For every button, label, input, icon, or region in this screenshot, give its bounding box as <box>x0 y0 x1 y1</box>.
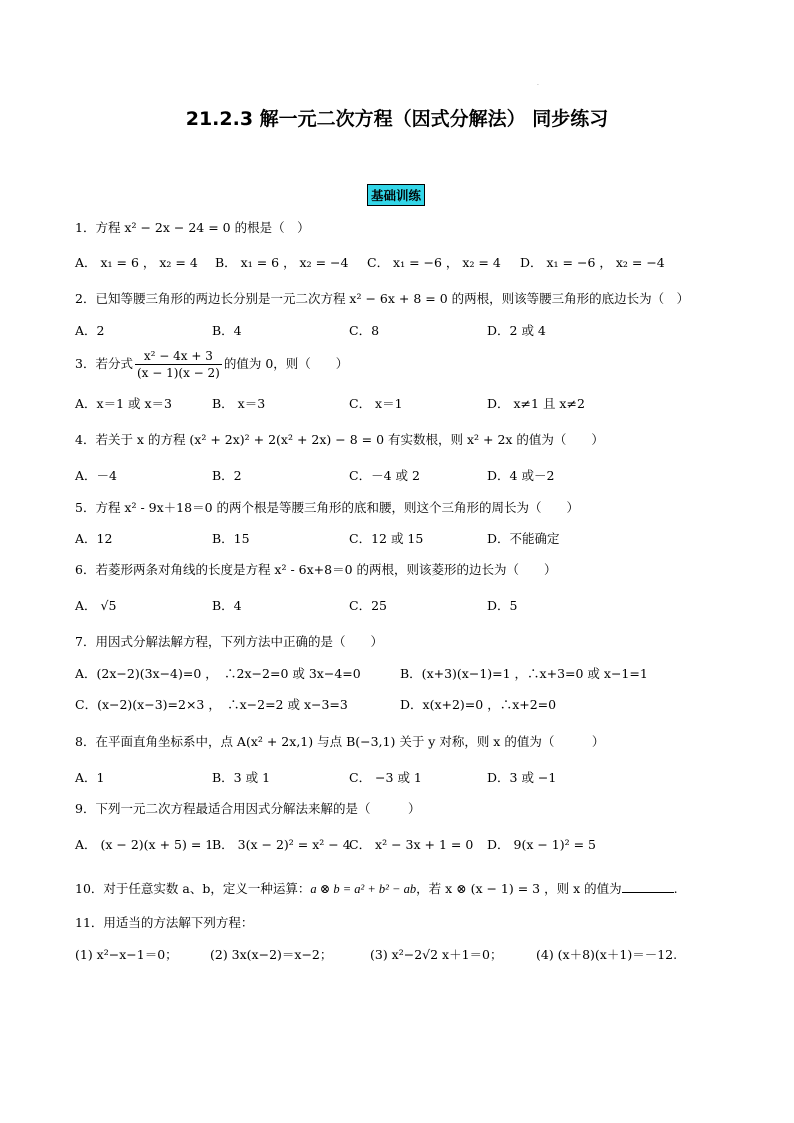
q4-option-a: A．－4 <box>75 468 117 483</box>
q10-stem-end: . <box>673 881 678 896</box>
q5-option-a: A．12 <box>75 531 113 546</box>
q4-stem: 4．若关于 x 的方程 (x² + 2x)² + 2(x² + 2x) − 8 = 0 有实数根，则 x² + 2x 的值为（ ） <box>75 432 604 447</box>
section-label: 基础训练 <box>367 184 425 206</box>
q9-option-d: D． 9(x − 1)² = 5 <box>487 837 597 852</box>
q3-denominator: (x − 1)(x − 2) <box>136 366 220 380</box>
q6-option-c: C．25 <box>349 598 387 613</box>
q6-stem: 6．若菱形两条对角线的长度是方程 x² - 6x+8＝0 的两根，则该菱形的边长为（ ） <box>75 562 557 577</box>
q2-option-b: B．4 <box>212 323 242 338</box>
q9-option-a: A． (x − 2)(x + 5) = 1 <box>75 837 214 852</box>
q8-option-d: D．3 或 −1 <box>487 770 557 785</box>
q3-option-c: C． x＝1 <box>349 396 403 411</box>
q5-option-b: B．15 <box>212 531 250 546</box>
q10-stem-pre: 10．对于任意实数 a、b，定义一种运算： <box>75 881 311 896</box>
q3-numerator: x² − 4x + 3 <box>135 348 222 365</box>
q11-part-1: (1) x²−x−1＝0； <box>75 947 178 962</box>
q4-option-d: D．4 或－2 <box>487 468 555 483</box>
q7-stem: 7．用因式分解法解方程，下列方法中正确的是（ ） <box>75 634 383 649</box>
q1-option-c: C． x₁ = −6 ， x₂ = 4 <box>367 255 501 270</box>
q7-option-b: B．(x+3)(x−1)=1 ，∴x+3=0 或 x−1=1 <box>400 666 648 681</box>
q9-option-b: B． 3(x − 2)² = x² − 4 <box>212 837 351 852</box>
q1-option-a: A． x₁ = 6 ， x₂ = 4 <box>75 255 198 270</box>
q3-option-a: A．x＝1 或 x＝3 <box>75 396 172 411</box>
q2-option-d: D．2 或 4 <box>487 323 546 338</box>
q10-stem <box>75 880 678 897</box>
q9-stem: 9．下列一元二次方程最适合用因式分解法来解的是（ ） <box>75 801 421 816</box>
q3-fraction <box>135 348 222 381</box>
page-mark: · <box>537 82 539 89</box>
q7-option-c: C．(x−2)(x−3)=2×3 ， ∴x−2=2 或 x−3=3 <box>75 697 348 712</box>
q8-option-b: B．3 或 1 <box>212 770 271 785</box>
q3-option-d: D． x≠1 且 x≠2 <box>487 396 585 411</box>
q11-part-2: (2) 3x(x−2)＝x−2； <box>210 947 333 962</box>
q5-option-c: C．12 或 15 <box>349 531 424 546</box>
q11-stem: 11．用适当的方法解下列方程： <box>75 915 254 930</box>
page-title: 21.2.3 解一元二次方程（因式分解法） 同步练习 <box>185 108 609 130</box>
q4-option-b: B．2 <box>212 468 242 483</box>
q1-option-d: D． x₁ = −6 ， x₂ = −4 <box>520 255 665 270</box>
q1-option-b: B． x₁ = 6 ， x₂ = −4 <box>215 255 349 270</box>
q11-part-4: (4) (x＋8)(x＋1)＝－12. <box>536 947 678 962</box>
q5-option-d: D．不能确定 <box>487 531 560 546</box>
q10-expression: a ⊗ b = a² + b² − ab <box>310 882 417 896</box>
q6-option-a: A． √5 <box>75 598 117 613</box>
q11-part-3: (3) x²−2√2 x＋1＝0； <box>370 947 503 962</box>
q7-option-d: D．x(x+2)=0 ，∴x+2=0 <box>400 697 557 712</box>
q4-option-c: C．－4 或 2 <box>349 468 420 483</box>
q5-stem: 5．方程 x² - 9x＋18＝0 的两个根是等腰三角形的底和腰，则这个三角形的周长为（ ） <box>75 500 579 515</box>
q8-option-a: A．1 <box>75 770 105 785</box>
q10-answer-blank <box>622 880 674 893</box>
q3-stem-pre: 3．若分式 <box>75 356 133 371</box>
q7-option-a: A．(2x−2)(3x−4)=0 ， ∴2x−2=0 或 3x−4=0 <box>75 666 361 681</box>
q6-option-d: D．5 <box>487 598 518 613</box>
q3-option-b: B． x＝3 <box>212 396 266 411</box>
q3-stem-post: 的值为 0，则（ ） <box>223 356 349 371</box>
q8-option-c: C． −3 或 1 <box>349 770 422 785</box>
q8-stem: 8．在平面直角坐标系中，点 A(x² + 2x,1) 与点 B(−3,1) 关于 y 对称，则 x 的值为（ ） <box>75 734 605 749</box>
q1-stem: 1．方程 x² − 2x − 24 = 0 的根是（ ） <box>75 220 310 235</box>
q2-stem: 2．已知等腰三角形的两边长分别是一元二次方程 x² − 6x + 8 = 0 的两根，则该等腰三角形的底边长为（ ） <box>75 291 690 306</box>
q2-option-a: A．2 <box>75 323 105 338</box>
q6-option-b: B．4 <box>212 598 242 613</box>
q10-stem-mid: ，若 x ⊗ (x − 1) = 3 ，则 x 的值为 <box>416 881 622 896</box>
q3-stem <box>75 348 348 381</box>
q2-option-c: C．8 <box>349 323 380 338</box>
q9-option-c: C． x² − 3x + 1 = 0 <box>349 837 474 852</box>
